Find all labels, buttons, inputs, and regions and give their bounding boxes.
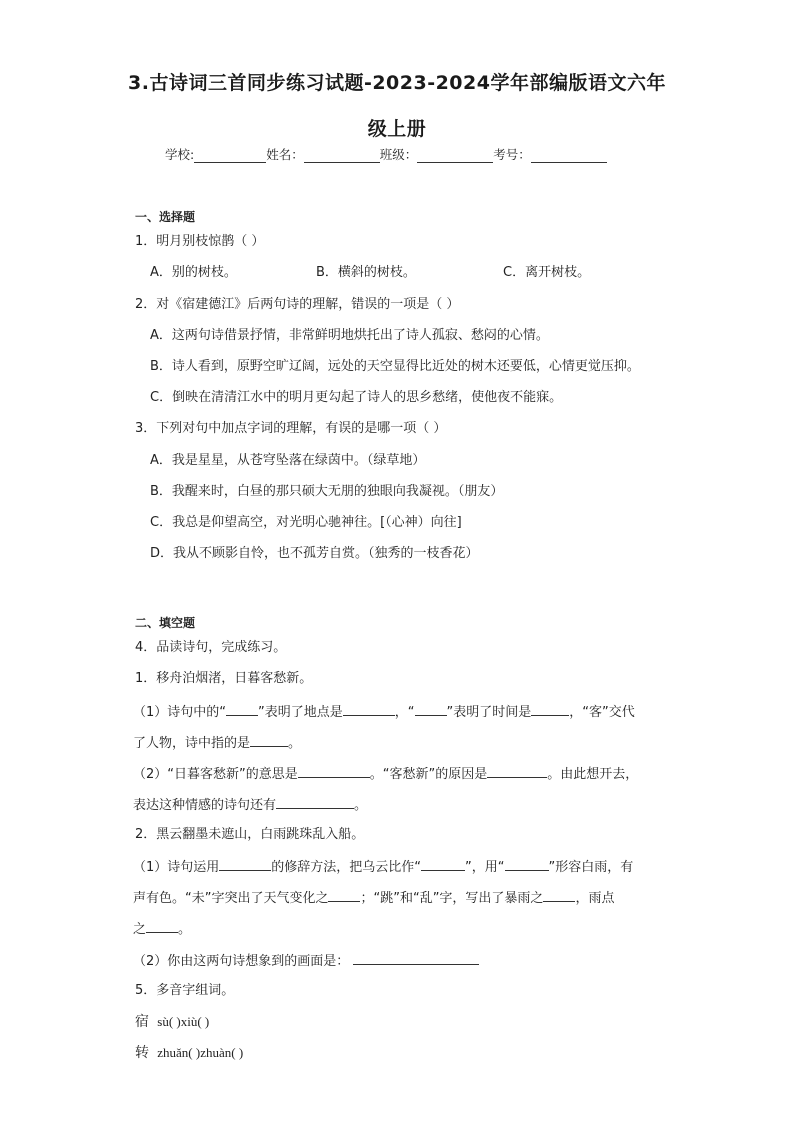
question-2-option-b[interactable]: B．诗人看到，原野空旷辽阔，远处的天空显得比近处的树木还要低，心情更觉压抑。	[150, 359, 640, 374]
question-1-option-a[interactable]: A．别的树枝。	[150, 265, 237, 280]
polyphone-character: 转	[135, 1045, 149, 1061]
text-fragment: 表达这种情感的诗句还有	[133, 798, 277, 813]
text-fragment: 的修辞方法，把乌云比作“	[271, 860, 422, 875]
answer-blank[interactable]	[146, 919, 178, 933]
question-2-option-a[interactable]: A．这两句诗借景抒情，非常鲜明地烘托出了诗人孤寂、愁闷的心情。	[150, 328, 549, 343]
text-fragment: （2）你由这两句诗想象到的画面是：	[133, 954, 350, 969]
answer-blank[interactable]	[543, 888, 575, 902]
answer-blank[interactable]	[353, 951, 479, 965]
poem-1-subquestion-1-line-2	[133, 733, 301, 753]
question-3-option-d[interactable]: D．我从不顾影自怜，也不孤芳自赏。（独秀的一枝香花）	[150, 546, 479, 561]
text-fragment: ”形容白雨，有	[548, 860, 634, 875]
question-1-stem: 1．明月别枝惊鹊（ ）	[135, 234, 265, 249]
question-4-stem: 4．品读诗句，完成练习。	[135, 640, 287, 655]
answer-blank[interactable]	[276, 795, 354, 809]
text-fragment: 之	[133, 922, 147, 937]
poem-1-line: 1．移舟泊烟渚，日暮客愁新。	[135, 671, 313, 686]
text-fragment: 声有色。“未”字突出了天气变化之	[133, 891, 329, 906]
answer-blank[interactable]	[226, 702, 258, 716]
text-fragment: 。	[178, 922, 192, 937]
poem-2-subquestion-1-line-2	[133, 888, 614, 908]
polyphone-row-1	[135, 1013, 209, 1032]
text-fragment: ，雨点	[575, 891, 615, 906]
answer-blank[interactable]	[343, 702, 395, 716]
question-1-option-c[interactable]: C．离开树枝。	[503, 265, 591, 280]
poem-2-subquestion-2-line	[133, 951, 479, 971]
text-fragment: ；“跳”和“乱”字，写出了暴雨之	[360, 891, 544, 906]
polyphone-pinyin-blanks[interactable]: sù( )xiù( )	[157, 1014, 210, 1029]
question-3-option-a[interactable]: A．我是星星，从苍穹坠落在绿茵中。（绿草地）	[150, 453, 426, 468]
text-fragment: （1）诗句中的“	[133, 705, 227, 720]
page-title-line-2: 级上册	[367, 118, 427, 140]
student-info-line	[165, 145, 607, 163]
poem-1-subquestion-2-line-1	[133, 764, 638, 784]
question-2-stem: 2．对《宿建德江》后两句诗的理解，错误的一项是（ ）	[135, 297, 460, 312]
text-fragment: ”表明了地点是	[258, 705, 343, 720]
question-3-stem: 3．下列对句中加点字词的理解，有误的是哪一项（ ）	[135, 421, 447, 436]
class-label: 班级：	[379, 147, 418, 162]
school-label: 学校:	[165, 147, 195, 162]
number-blank[interactable]	[531, 148, 607, 163]
question-1-option-b[interactable]: B．横斜的树枝。	[316, 265, 416, 280]
text-fragment: 。“客愁新”的原因是	[369, 767, 488, 782]
poem-2-subquestion-1-line-3	[133, 919, 191, 939]
text-fragment: 。由此想开去，	[547, 767, 639, 782]
section-heading-choice: 一、选择题	[135, 210, 196, 224]
name-blank[interactable]	[304, 148, 380, 163]
section-heading-fill: 二、填空题	[135, 616, 196, 630]
answer-blank[interactable]	[250, 733, 288, 747]
question-3-option-b[interactable]: B．我醒来时，白昼的那只硕大无朋的独眼向我凝视。（朋友）	[150, 484, 504, 499]
answer-blank[interactable]	[421, 857, 465, 871]
answer-blank[interactable]	[328, 888, 360, 902]
number-label: 考号：	[493, 147, 531, 162]
answer-blank[interactable]	[505, 857, 549, 871]
text-fragment: 了人物，诗中指的是	[133, 736, 251, 751]
polyphone-character: 宿	[135, 1014, 149, 1030]
poem-1-subquestion-1-line-1	[133, 702, 635, 722]
class-blank[interactable]	[417, 148, 493, 163]
text-fragment: （1）诗句运用	[133, 860, 220, 875]
school-blank[interactable]	[194, 148, 266, 163]
polyphone-pinyin-blanks[interactable]: zhuǎn( )zhuàn( )	[157, 1045, 244, 1060]
poem-2-subquestion-1-line-1	[133, 857, 633, 877]
question-3-option-c[interactable]: C．我总是仰望高空，对光明心驰神往。[（心神）向往]	[150, 515, 462, 530]
question-5-stem: 5．多音字组词。	[135, 983, 235, 998]
answer-blank[interactable]	[487, 764, 547, 778]
question-2-option-c[interactable]: C．倒映在清清江水中的明月更勾起了诗人的思乡愁绪，使他夜不能寐。	[150, 390, 563, 405]
answer-blank[interactable]	[298, 764, 370, 778]
polyphone-row-2	[135, 1044, 243, 1063]
text-fragment: ，“	[394, 705, 415, 720]
answer-blank[interactable]	[219, 857, 271, 871]
text-fragment: ，“客”交代	[569, 705, 635, 720]
text-fragment: ”表明了时间是	[446, 705, 532, 720]
text-fragment: 。	[354, 798, 368, 813]
answer-blank[interactable]	[415, 702, 447, 716]
text-fragment: （2）“日暮客愁新”的意思是	[133, 767, 298, 782]
name-label: 姓名：	[266, 147, 304, 162]
answer-blank[interactable]	[531, 702, 569, 716]
poem-2-line: 2．黑云翻墨未遮山，白雨跳珠乱入船。	[135, 827, 365, 842]
page-title-line-1: 3.古诗词三首同步练习试题-2023-2024学年部编版语文六年	[128, 72, 666, 94]
poem-1-subquestion-2-line-2	[133, 795, 367, 815]
text-fragment: 。	[288, 736, 302, 751]
text-fragment: ”，用“	[465, 860, 505, 875]
